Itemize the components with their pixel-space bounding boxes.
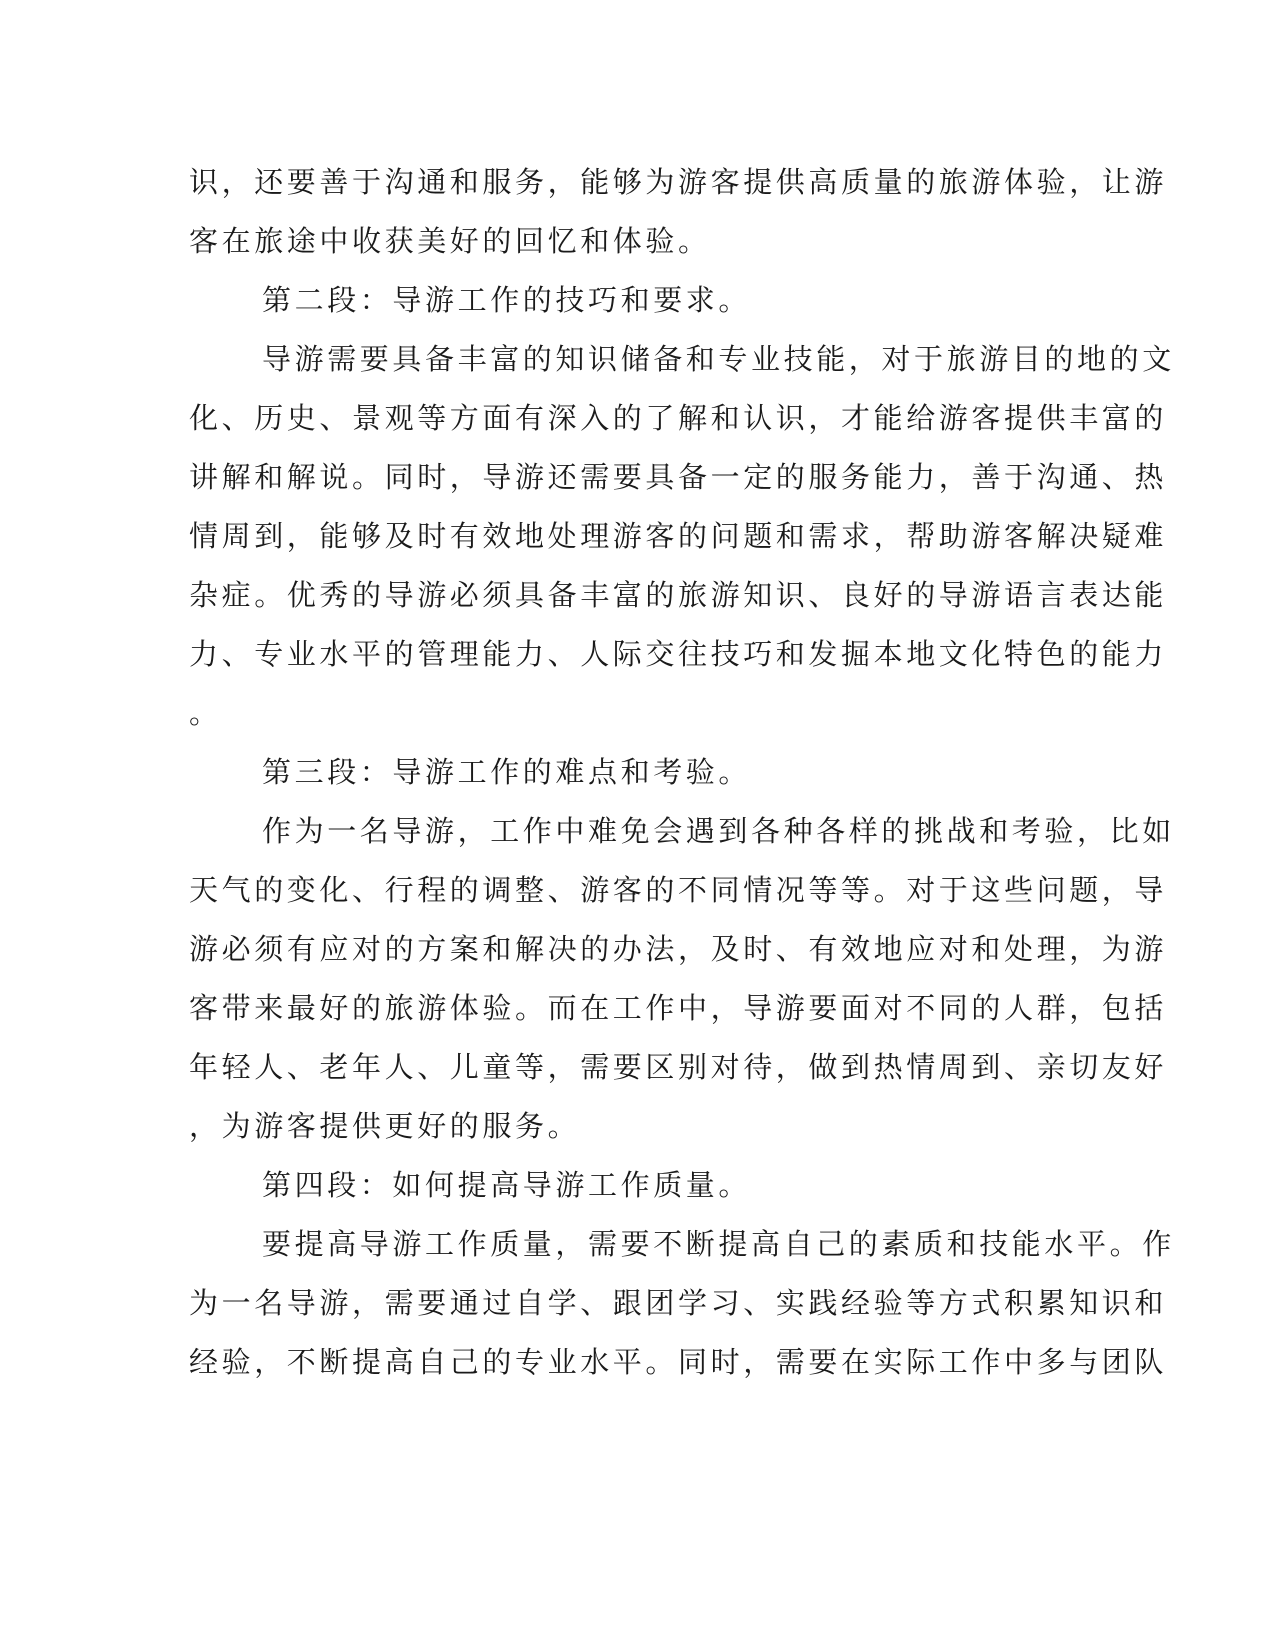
text-line: 。 — [189, 696, 222, 730]
text-line: ，为游客提供更好的服务。 — [189, 1109, 581, 1143]
section-heading: 第三段：导游工作的难点和考验。 — [262, 755, 752, 789]
text-line: 年轻人、老年人、儿童等，需要区别对待，做到热情周到、亲切友好 — [189, 1050, 1168, 1084]
section-heading: 第二段：导游工作的技巧和要求。 — [262, 283, 752, 317]
text-line: 情周到，能够及时有效地处理游客的问题和需求，帮助游客解决疑难 — [189, 519, 1168, 553]
text-line: 化、历史、景观等方面有深入的了解和认识，才能给游客提供丰富的 — [189, 401, 1168, 435]
text-line: 游必须有应对的方案和解决的办法，及时、有效地应对和处理，为游 — [189, 932, 1168, 966]
text-line: 导游需要具备丰富的知识储备和专业技能，对于旅游目的地的文 — [262, 342, 1175, 376]
text-line: 讲解和解说。同时，导游还需要具备一定的服务能力，善于沟通、热 — [189, 460, 1168, 494]
text-line: 要提高导游工作质量，需要不断提高自己的素质和技能水平。作 — [262, 1227, 1175, 1261]
section-heading: 第四段：如何提高导游工作质量。 — [262, 1168, 752, 1202]
text-line: 天气的变化、行程的调整、游客的不同情况等等。对于这些问题，导 — [189, 873, 1168, 907]
text-line: 经验，不断提高自己的专业水平。同时，需要在实际工作中多与团队 — [189, 1345, 1168, 1379]
text-line: 识，还要善于沟通和服务，能够为游客提供高质量的旅游体验，让游 — [189, 165, 1168, 199]
text-line: 杂症。优秀的导游必须具备丰富的旅游知识、良好的导游语言表达能 — [189, 578, 1168, 612]
text-line: 为一名导游，需要通过自学、跟团学习、实践经验等方式积累知识和 — [189, 1286, 1168, 1320]
text-line: 客带来最好的旅游体验。而在工作中，导游要面对不同的人群，包括 — [189, 991, 1168, 1025]
text-line: 客在旅途中收获美好的回忆和体验。 — [189, 224, 711, 258]
text-line: 力、专业水平的管理能力、人际交往技巧和发掘本地文化特色的能力 — [189, 637, 1168, 671]
text-line: 作为一名导游，工作中难免会遇到各种各样的挑战和考验，比如 — [262, 814, 1175, 848]
